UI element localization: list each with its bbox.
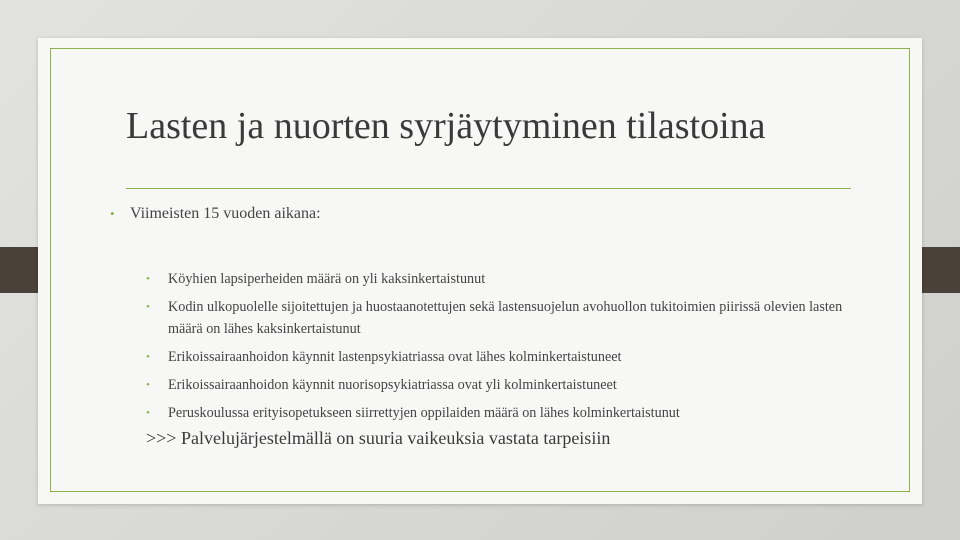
intro-text: Viimeisten 15 vuoden aikana: <box>130 205 321 222</box>
bullet-icon: • <box>146 407 150 419</box>
bullet-icon: • <box>146 379 150 391</box>
list-item <box>146 402 846 424</box>
slide-title: Lasten ja nuorten syrjäytyminen tilastoina <box>126 105 766 147</box>
list-item-text: Erikoissairaanhoidon käynnit lastenpsykiatriassa ovat lähes kolminkertaistuneet <box>168 349 622 365</box>
statistics-list <box>146 268 846 430</box>
list-item-text: Köyhien lapsiperheiden määrä on yli kaksinkertaistunut <box>168 271 486 287</box>
list-item <box>146 268 846 290</box>
list-item-text: Kodin ulkopuolelle sijoitettujen ja huostaanotettujen sekä lastensuojelun avohuollon tukitoimien piirissä olevien lasten määrä on lähes kaksinkertaistunut <box>168 299 843 337</box>
list-item <box>146 296 846 340</box>
bullet-icon: • <box>110 206 115 221</box>
list-item <box>146 346 846 368</box>
bullet-icon: • <box>146 273 150 285</box>
bullet-icon: • <box>146 351 150 363</box>
bullet-icon: • <box>146 301 150 313</box>
title-divider <box>126 188 851 189</box>
list-item <box>146 374 846 396</box>
conclusion-text: >>> Palvelujärjestelmällä on suuria vaikeuksia vastata tarpeisiin <box>146 428 611 448</box>
list-item-text: Peruskoulussa erityisopetukseen siirrettyjen oppilaiden määrä on lähes kolminkertaistunut <box>168 405 680 421</box>
intro-bullet <box>110 205 321 223</box>
list-item-text: Erikoissairaanhoidon käynnit nuorisopsykiatriassa ovat yli kolminkertaistuneet <box>168 377 617 393</box>
